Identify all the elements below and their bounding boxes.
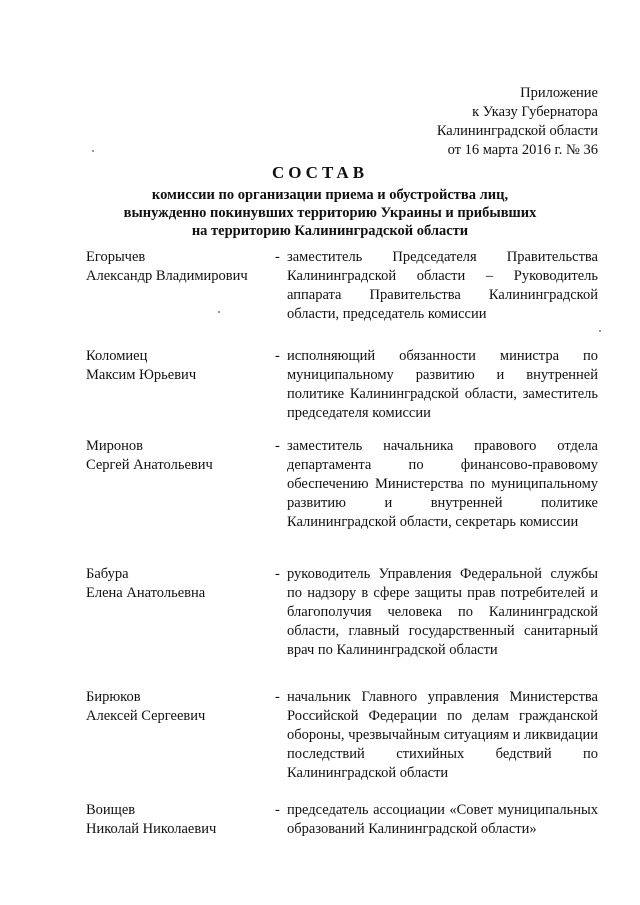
member-dash: - [275,438,280,454]
subtitle-line-2: вынужденно покинувших территорию Украины и прибывших [123,205,537,221]
appendix-header [398,84,598,160]
scan-speck [218,311,220,313]
member-given-names: Сергей Анатольевич [86,457,213,473]
member-role: руководитель Управления Федеральной службы по надзору в сфере защиты прав потребителей и благополучия человека по Калининградской области, главный государственный санитарный врач по Калининградской области [287,566,598,658]
member-dash: - [275,566,280,582]
member-given-names: Елена Анатольевна [86,585,206,601]
member-given-names: Николай Николаевич [86,821,217,837]
member-role: председатель ассоциации «Совет муниципальных образований Калининградской области» [287,802,598,837]
member-dash: - [275,689,280,705]
member-dash: - [275,249,280,265]
document-subtitle [60,186,600,240]
member-role: начальник Главного управления Министерства Российской Федерации по делам гражданской обороны, чрезвычайным ситуациям и ликвидации последствий стихийных бедствий по Калининградской области [287,689,598,781]
member-given-names: Максим Юрьевич [86,367,197,383]
member-name [86,565,276,603]
member-name [86,688,276,726]
subtitle-line-1: комиссии по организации приема и обустройства лиц, [151,187,509,203]
member-role: исполняющий обязанности министра по муниципальному развитию и внутренней политике Калининградской области, заместитель председателя комиссии [287,348,598,421]
scan-speck [92,150,94,152]
appendix-line-2: к Указу Губернатора [472,104,598,120]
subtitle-line-3: на территорию Калининградской области [191,223,469,239]
member-surname: Коломиец [86,348,148,364]
scan-speck [599,330,601,332]
member-name [86,248,276,286]
member-role: заместитель начальника правового отдела департамента по финансово-правовому обеспечению Министерства по муниципальному развитию и внутренней политике Калининградской области, секретарь комиссии [287,438,598,530]
member-surname: Бирюков [86,689,141,705]
member-surname: Егорычев [86,249,146,265]
appendix-line-3: Калининградской области [436,123,598,139]
member-surname: Миронов [86,438,144,454]
member-name [86,347,276,385]
member-given-names: Александр Владимирович [86,268,248,284]
appendix-line-4: от 16 марта 2016 г. № 36 [447,142,598,158]
member-surname: Бабура [86,566,129,582]
member-name [86,437,276,475]
document-title: СОСТАВ [271,163,369,182]
member-name [86,801,276,839]
member-given-names: Алексей Сергеевич [86,708,206,724]
member-dash: - [275,348,280,364]
member-surname: Воищев [86,802,136,818]
appendix-line-1: Приложение [520,85,598,101]
member-role: заместитель Председателя Правительства Калининградской области – Руководитель аппарата Правительства Калининградской области, председатель комиссии [287,249,598,322]
member-dash: - [275,802,280,818]
